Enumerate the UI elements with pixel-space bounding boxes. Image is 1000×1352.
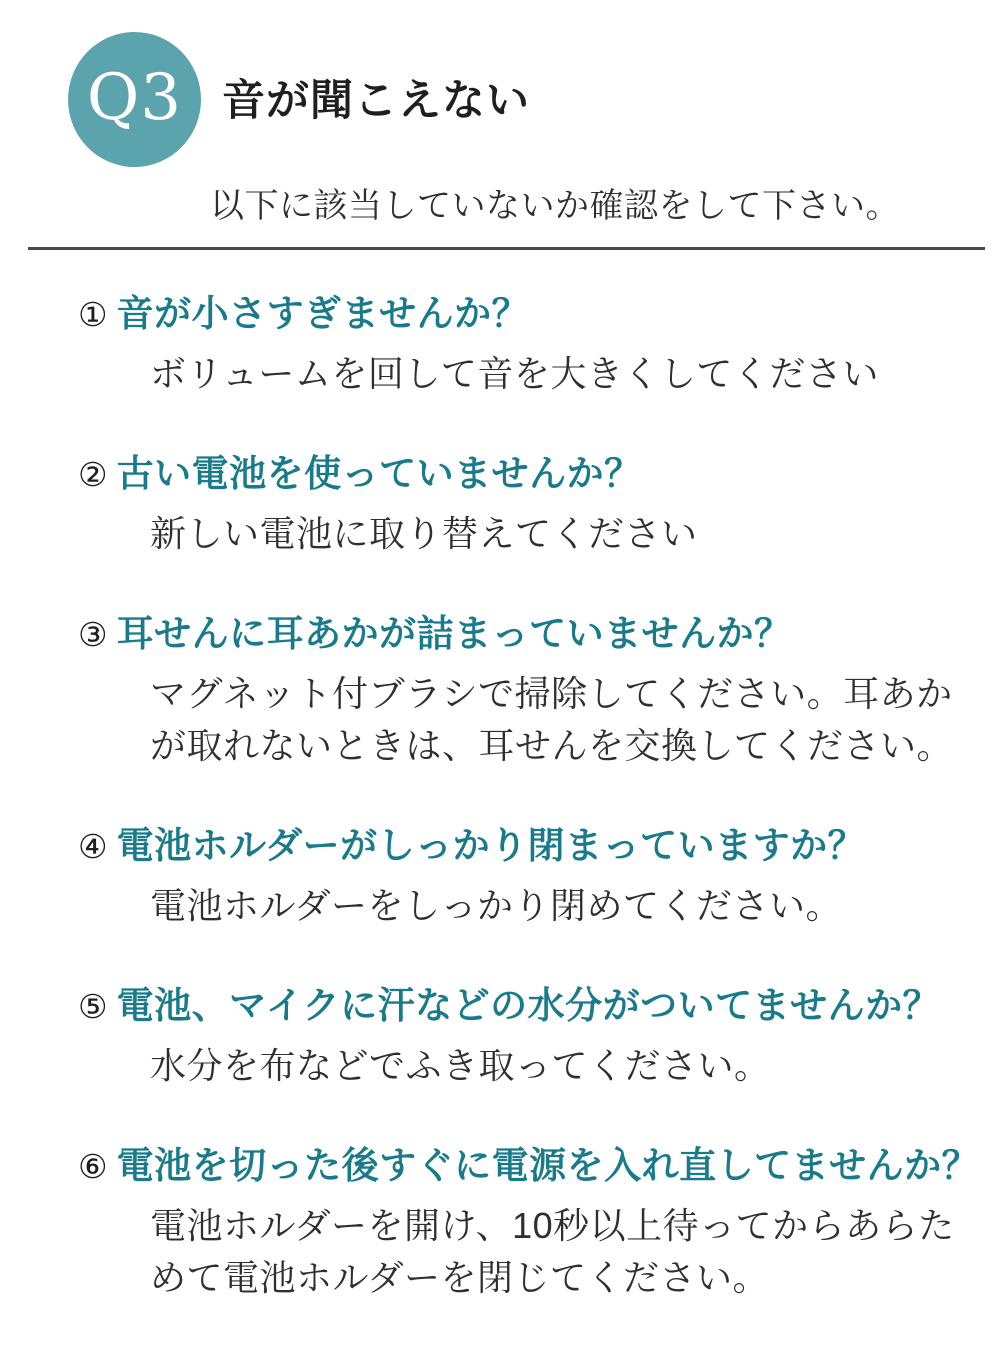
item-heading: 音が小さすぎませんか？ (116, 293, 530, 334)
list-item-3 (0, 608, 1000, 772)
item-heading: 耳せんに耳あかが詰まっていませんか？ (116, 613, 792, 654)
item-heading: 電池ホルダーがしっかり閉まっていますか？ (116, 825, 866, 866)
item-body (150, 1200, 1000, 1304)
circled-number: ⑥ (78, 1148, 108, 1185)
item-heading: 電池を切った後すぐに電源を入れ直してませんか？ (116, 1145, 980, 1186)
list-item-6 (0, 1140, 1000, 1304)
item-heading-row (78, 288, 1000, 348)
question-number-badge (68, 32, 201, 167)
list-item-4 (0, 820, 1000, 932)
item-body-line: 電池ホルダーを開け、10秒以上待ってからあらた (150, 1205, 955, 1246)
item-heading: 古い電池を使っていませんか？ (116, 453, 642, 494)
checklist (0, 272, 1000, 1352)
item-heading-row (78, 820, 1000, 880)
circled-number: ① (78, 296, 108, 333)
item-body-line: 水分を布などでふき取ってください。 (150, 1045, 771, 1086)
circled-number: ③ (78, 616, 108, 653)
badge-label: Q3 (86, 60, 183, 135)
circled-number: ⑤ (78, 988, 108, 1025)
item-body (150, 880, 1000, 932)
page-title: 音が聞こえない (222, 77, 530, 125)
item-body (150, 508, 1000, 560)
circled-number: ② (78, 456, 108, 493)
list-item-5 (0, 980, 1000, 1092)
item-heading-row (78, 608, 1000, 668)
divider (28, 247, 985, 250)
item-heading-row (78, 448, 1000, 508)
list-item-2 (0, 448, 1000, 560)
item-body-line: マグネット付ブラシで掃除してください。耳あか (150, 673, 953, 714)
item-body (150, 1040, 1000, 1092)
item-body-line: が取れないときは、耳せんを交換してください。 (150, 725, 954, 766)
item-body-line: 新しい電池に取り替えてください (150, 513, 698, 554)
item-heading: 電池、マイクに汗などの水分がついてませんか？ (116, 985, 941, 1026)
item-heading-row (78, 980, 1000, 1040)
item-body (150, 348, 1000, 400)
item-body (150, 668, 1000, 772)
item-heading-row (78, 1140, 1000, 1200)
list-item-1 (0, 288, 1000, 400)
circled-number: ④ (78, 828, 108, 865)
item-body-line: めて電池ホルダーを閉じてください。 (150, 1257, 770, 1298)
item-body-line: 電池ホルダーをしっかり閉めてください。 (150, 885, 843, 926)
item-body-line: ボリュームを回して音を大きくしてください (150, 353, 879, 394)
subtitle: 以下に該当していないか確認をして下さい。 (210, 187, 900, 225)
